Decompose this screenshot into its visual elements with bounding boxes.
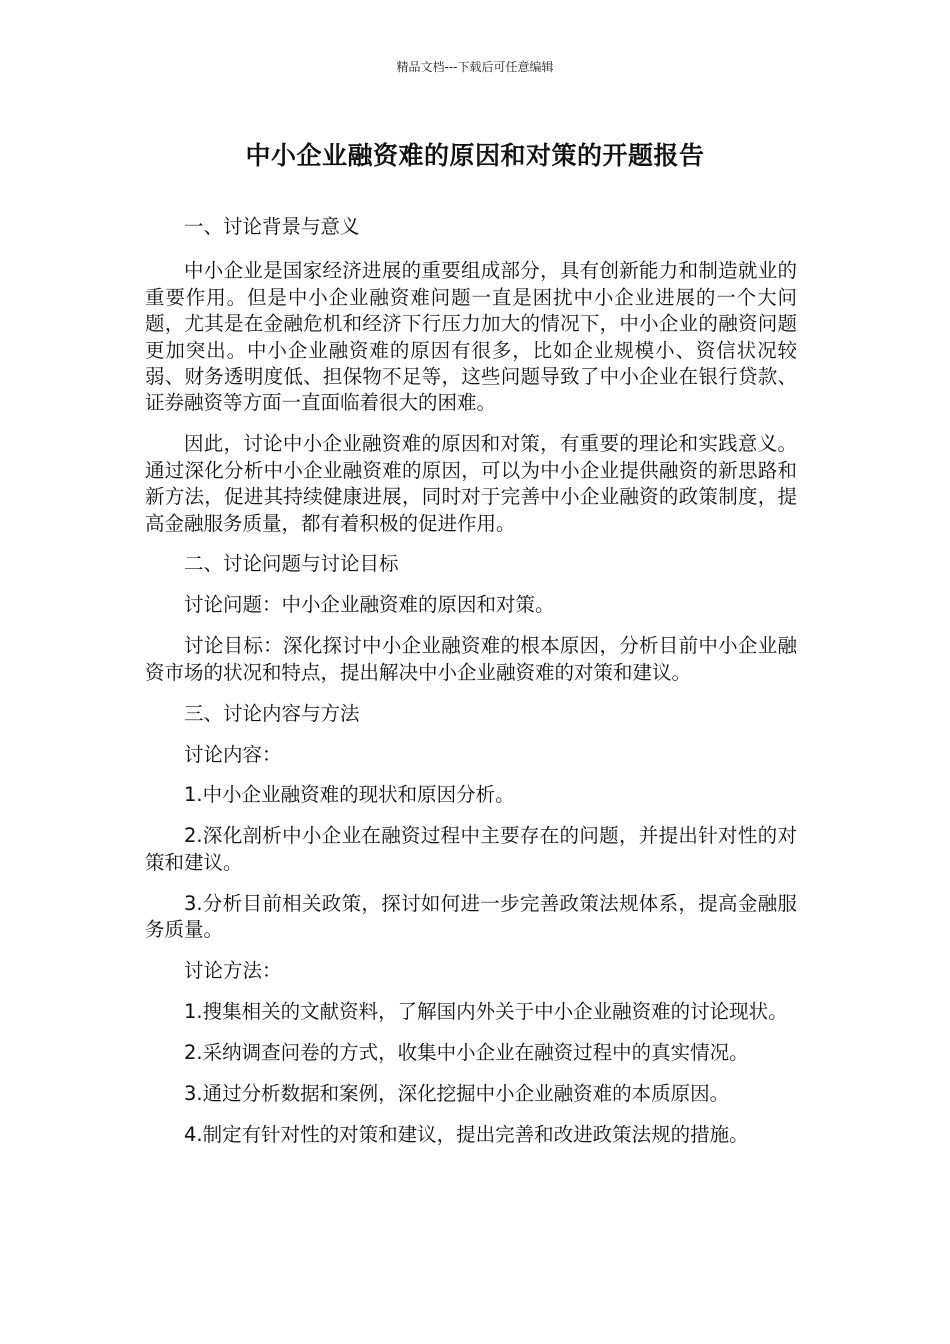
- method-item-3: 3.通过分析数据和案例，深化挖掘中小企业融资难的本质原因。: [184, 1081, 730, 1105]
- content-item-2: 2.深化剖析中小企业在融资过程中主要存在的问题，并提出针对性的对策和建议。: [145, 824, 797, 874]
- heading-content-methods: 三、讨论内容与方法: [184, 701, 360, 725]
- paragraph-background-2: 因此，讨论中小企业融资难的原因和对策，有重要的理论和实践意义。通过深化分析中小企业融资难的原因，可以为中小企业提供融资的新思路和新方法，促进其持续健康进展，同时对于完善中小企业融资的政策制度，提高金融服务质量，都有着积极的促进作用。: [145, 432, 797, 535]
- content-item-1: 1.中小企业融资难的现状和原因分析。: [184, 783, 515, 807]
- content-item-3: 3.分析目前相关政策，探讨如何进一步完善政策法规体系，提高金融服务质量。: [145, 891, 797, 942]
- paragraph-background-1: 中小企业是国家经济进展的重要组成部分，具有创新能力和制造就业的重要作用。但是中小企业融资难问题一直是困扰中小企业进展的一个大问题，尤其是在金融危机和经济下行压力加大的情况下，中小企业的融资问题更加突出。中小企业融资难的原因有很多，比如企业规模小、资信状况较弱、财务透明度低、担保物不足等，这些问题导致了中小企业在银行贷款、证券融资等方面一直面临着很大的困难。: [145, 259, 797, 415]
- document-body: [145, 214, 797, 1162]
- heading-problem-goals: 二、讨论问题与讨论目标: [184, 552, 399, 576]
- paragraph-goals: 讨论目标：深化探讨中小企业融资难的根本原因，分析目前中小企业融资市场的状况和特点，提出解决中小企业融资难的对策和建议。: [145, 634, 797, 684]
- method-item-1: 1.搜集相关的文献资料，了解国内外关于中小企业融资难的讨论现状。: [184, 999, 788, 1023]
- label-content: 讨论内容：: [184, 742, 282, 766]
- document-title: 中小企业融资难的原因和对策的开题报告: [245, 141, 705, 170]
- page-header: 精品文档---下载后可任意编辑: [396, 60, 554, 74]
- label-methods: 讨论方法：: [184, 958, 282, 982]
- paragraph-problem: 讨论问题：中小企业融资难的原因和对策。: [184, 593, 555, 617]
- heading-background: 一、讨论背景与意义: [184, 215, 360, 238]
- method-item-2: 2.采纳调查问卷的方式，收集中小企业在融资过程中的真实情况。: [184, 1040, 749, 1064]
- method-item-4: 4.制定有针对性的对策和建议，提出完善和改进政策法规的措施。: [184, 1122, 749, 1146]
